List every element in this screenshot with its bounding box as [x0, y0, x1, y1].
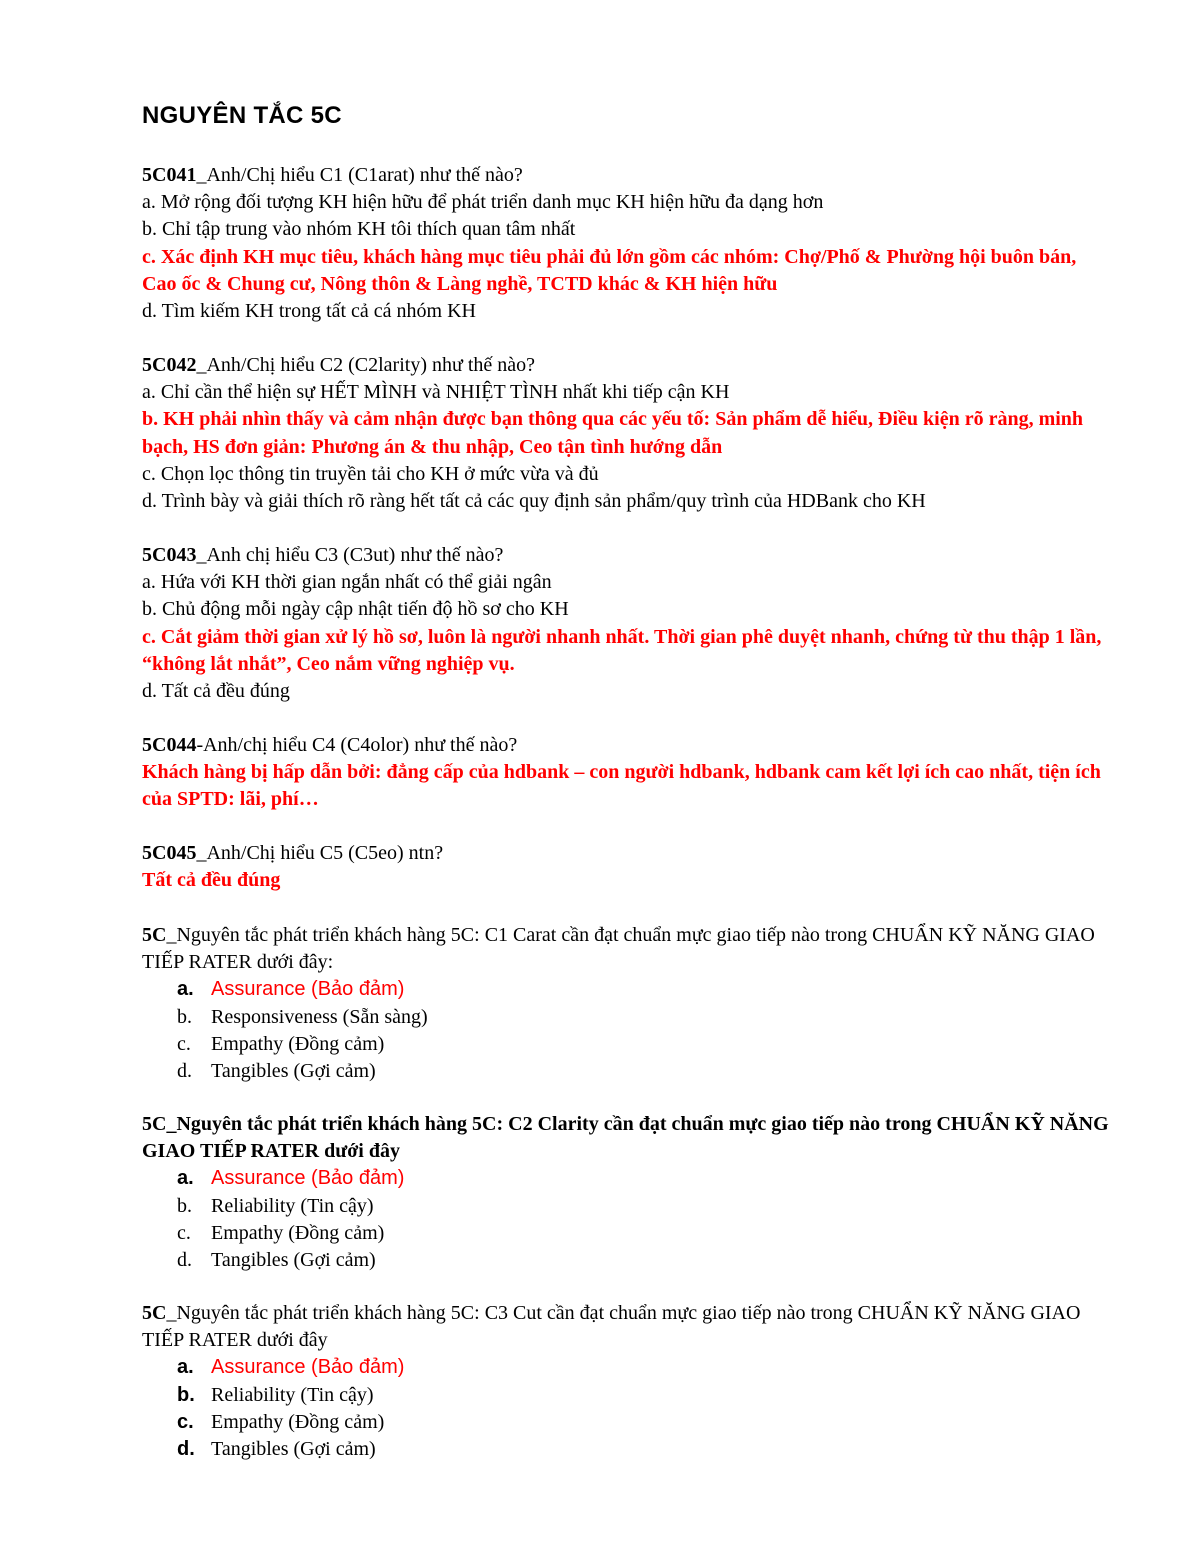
option-list	[177, 1354, 1112, 1463]
option-b: b. Chủ động mỗi ngày cập nhật tiến độ hồ sơ cho KH	[142, 598, 569, 621]
option-d: d. Tangibles (Gợi cảm)	[177, 1060, 376, 1083]
question-stem: 5C041_Anh/Chị hiểu C1 (C1arat) như thế nào?	[142, 164, 523, 186]
option-d: d. Tangibles (Gợi cảm)	[177, 1249, 376, 1272]
answer-correct: Tất cả đều đúng	[142, 869, 281, 892]
option-a-correct: a. Assurance (Bảo đảm)	[177, 1167, 405, 1190]
option-a: a. Mở rộng đối tượng KH hiện hữu để phát triển danh mục KH hiện hữu đa dạng hơn	[142, 191, 824, 214]
question-5c043	[142, 542, 1112, 705]
option-b-correct: b. KH phải nhìn thấy và cảm nhận được bạn thông qua các yếu tố: Sản phẩm dễ hiểu, Điều kiện rõ ràng, minh bạch, HS đơn giản: Phương án & thu nhập, Ceo tận tình hướng dẫn	[142, 408, 1084, 458]
option-b: b. Reliability (Tin cậy)	[177, 1383, 374, 1406]
option-b: b. Reliability (Tin cậy)	[177, 1194, 374, 1217]
question-stem: 5C045_Anh/Chị hiểu C5 (C5eo) ntn?	[142, 842, 444, 864]
option-b: b. Chỉ tập trung vào nhóm KH tôi thích quan tâm nhất	[142, 218, 576, 241]
question-5c045	[142, 840, 1112, 894]
question-stem: 5C042_Anh/Chị hiểu C2 (C2larity) như thế nào?	[142, 354, 536, 376]
option-c: c. Empathy (Đồng cảm)	[177, 1410, 385, 1433]
option-c: c. Chọn lọc thông tin truyền tải cho KH ở mức vừa và đủ	[142, 462, 599, 485]
rater-question-c2	[142, 1111, 1112, 1274]
option-a: a. Chỉ cần thể hiện sự HẾT MÌNH và NHIỆT TÌNH nhất khi tiếp cận KH	[142, 381, 730, 404]
answer-correct: Khách hàng bị hấp dẫn bởi: đẳng cấp của hdbank – con người hdbank, hdbank cam kết lợi ích cao nhất, tiện ích của SPTD: lãi, phí…	[142, 761, 1101, 811]
option-d: d. Tangibles (Gợi cảm)	[177, 1438, 376, 1461]
question-stem: 5C044-Anh/chị hiểu C4 (C4olor) như thế nào?	[142, 734, 518, 756]
question-stem: 5C_Nguyên tắc phát triển khách hàng 5C: C1 Carat cần đạt chuẩn mực giao tiếp nào trong CHUẨN KỸ NĂNG GIAO TIẾP RATER dưới đây:	[142, 924, 1095, 974]
question-stem: 5C043_Anh chị hiểu C3 (C3ut) như thế nào?	[142, 544, 504, 566]
option-d: d. Tất cả đều đúng	[142, 680, 290, 703]
option-a: a. Hứa với KH thời gian ngắn nhất có thể giải ngân	[142, 571, 552, 594]
question-5c042	[142, 352, 1112, 515]
question-5c044	[142, 732, 1112, 814]
option-c: c. Empathy (Đồng cảm)	[177, 1032, 385, 1055]
option-a-correct: a. Assurance (Bảo đảm)	[177, 978, 405, 1001]
option-d: d. Trình bày và giải thích rõ ràng hết tất cả các quy định sản phẩm/quy trình của HDBank cho KH	[142, 490, 926, 513]
question-stem: 5C_Nguyên tắc phát triển khách hàng 5C: C3 Cut cần đạt chuẩn mực giao tiếp nào trong CHUẨN KỸ NĂNG GIAO TIẾP RATER dưới đây	[142, 1302, 1081, 1352]
rater-question-c3	[142, 1300, 1112, 1463]
question-5c041	[142, 162, 1112, 325]
option-list	[177, 976, 1112, 1085]
page-title: NGUYÊN TẮC 5C	[142, 102, 342, 129]
option-c-correct: c. Cắt giảm thời gian xử lý hồ sơ, luôn là người nhanh nhất. Thời gian phê duyệt nhanh, chứng từ thu thập 1 lần, “không lắt nhắt”, Ceo nắm vững nghiệp vụ.	[142, 625, 1102, 675]
option-list	[177, 1165, 1112, 1274]
option-c: c. Empathy (Đồng cảm)	[177, 1221, 385, 1244]
option-b: b. Responsiveness (Sẵn sàng)	[177, 1005, 428, 1028]
question-stem: 5C_Nguyên tắc phát triển khách hàng 5C: C2 Clarity cần đạt chuẩn mực giao tiếp nào trong CHUẨN KỸ NĂNG GIAO TIẾP RATER dưới đây	[142, 1113, 1109, 1163]
option-d: d. Tìm kiếm KH trong tất cả cá nhóm KH	[142, 300, 477, 323]
option-a-correct: a. Assurance (Bảo đảm)	[177, 1356, 405, 1379]
rater-question-c1	[142, 922, 1112, 1085]
option-c-correct: c. Xác định KH mục tiêu, khách hàng mục tiêu phải đủ lớn gồm các nhóm: Chợ/Phố & Phường hội buôn bán, Cao ốc & Chung cư, Nông thôn & Làng nghề, TCTD khác & KH hiện hữu	[142, 245, 1077, 295]
